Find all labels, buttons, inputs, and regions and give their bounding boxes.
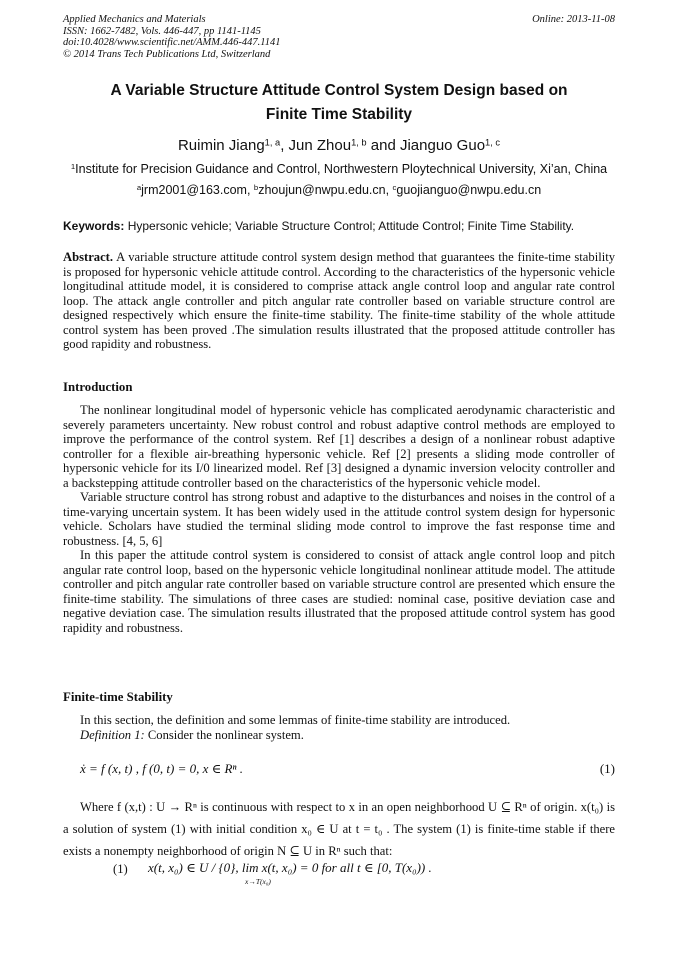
condition-1-number: (1) xyxy=(113,862,128,876)
author-separator: and xyxy=(366,137,400,154)
limit-subscript: x→T(x₀) xyxy=(245,877,271,886)
section-heading-introduction: Introduction xyxy=(63,380,133,394)
equation-1-number: (1) xyxy=(599,761,615,776)
author-separator: , xyxy=(280,137,289,154)
email-mark: b xyxy=(253,183,259,193)
definition-paragraph xyxy=(63,728,615,743)
author-2-mark: 1, b xyxy=(351,137,367,148)
abstract xyxy=(63,250,615,352)
email-c[interactable]: guojianguo@nwpu.edu.cn xyxy=(396,183,542,197)
title-line-2: Finite Time Stability xyxy=(265,106,413,123)
journal-header xyxy=(63,14,280,60)
author-1-mark: 1, a xyxy=(264,137,281,148)
copyright-line: © 2014 Trans Tech Publications Ltd, Switzerland xyxy=(63,48,271,60)
author-3-mark: 1, c xyxy=(485,137,501,148)
online-date: Online: 2013-11-08 xyxy=(532,14,615,25)
keywords xyxy=(63,219,615,233)
journal-name: Applied Mechanics and Materials xyxy=(63,14,206,25)
author-emails xyxy=(63,183,615,197)
equation-1 xyxy=(63,761,615,777)
affiliation-mark: 1 xyxy=(70,162,76,172)
finite-time-body xyxy=(63,713,615,742)
paragraph: Variable structure control has strong robust and adaptive to the disturbances and noises in the control of a time-varying uncertain system. It has been widely used in the attitude control system design for hypersonic vehicle. Scholars have studied the terminal sliding mode control to improve the fast response time and robustness. [4, 5, 6] xyxy=(63,490,615,548)
email-mark: c xyxy=(392,183,397,193)
author-3: Jianguo Guo xyxy=(399,137,486,154)
definition-text: Consider the nonlinear system. xyxy=(144,727,304,742)
email-mark: a xyxy=(136,183,142,193)
introduction-body xyxy=(63,403,615,635)
condition-1-body: x(t, x₀) ∈ U / {0}, lim x(t, x₀) = 0 for all t ∈ [0, T(x₀)) . xyxy=(148,860,432,875)
paragraph: Where f (x,t) : U → Rⁿ is continuous with respect to x in an open neighborhood U ⊆ Rⁿ of origin. x(t₀) is a solution of system (1) with initial condition x₀ ∈ U at t = t₀ . The system (1) is finite-time stable if there exists a nonempty neighborhood of origin N ⊆ U in Rⁿ such that: xyxy=(63,800,615,858)
definition-label: Definition 1: xyxy=(80,727,145,742)
condition-1 xyxy=(148,860,432,876)
abstract-text: A variable structure attitude control system design method that guarantees the finite-time stability is proposed for hypersonic vehicle attitude control. According to the characteristics of the hypersonic vehicle longitudinal attitude model, it is considered to comprise attack angle control loop and angular rate control loop. The attack angle controller and pitch angular rate controller based on variable structure control are designed respectively which ensure the finite-time stability. The finite-time stability of the whole attitude control system has been proved .The simulation results illustrated that the proposed attitude controller has good rapidity and robustness. xyxy=(63,250,615,351)
keywords-label: Keywords: xyxy=(63,219,125,233)
abstract-label: Abstract. xyxy=(63,250,114,264)
where-paragraph xyxy=(63,796,615,862)
author-2: Jun Zhou xyxy=(288,137,352,154)
author-list xyxy=(63,137,615,154)
paragraph: The nonlinear longitudinal model of hypersonic vehicle has complicated aerodynamic characteristic and severely parameters uncertainty. New robust control and robust adaptive control methods are employed to improve the performance of the control system. Ref [1] describes a design of a nonlinear robust adaptive controller for a flexible air-breathing hypersonic vehicle. Ref [2] presents a sliding mode controller of hypersonic vehicle for its I/0 linearized model. Ref [3] designed a dynamic inversion velocity controller and a backstepping attitude controller based on the characteristics of the hypersonic vehicle model. xyxy=(63,403,615,490)
section-heading-finite-time-stability: Finite-time Stability xyxy=(63,690,173,704)
doi-line: doi:10.4028/www.scientific.net/AMM.446-447.1141 xyxy=(63,37,281,48)
issn-line: ISSN: 1662-7482, Vols. 446-447, pp 1141-1145 xyxy=(63,25,261,37)
email-a[interactable]: jrm2001@163.com, xyxy=(141,183,254,197)
keywords-text: Hypersonic vehicle; Variable Structure Control; Attitude Control; Finite Time Stability. xyxy=(124,219,575,233)
equation-1-body: ẋ = f (x, t) , f (0, t) = 0, x ∈ Rⁿ . xyxy=(80,761,244,776)
affiliation-text: Institute for Precision Guidance and Control, Northwestern Ploytechnical University, Xi’an, China xyxy=(75,162,608,176)
title-line-1: A Variable Structure Attitude Control System Design based on xyxy=(110,82,568,99)
email-b[interactable]: zhoujun@nwpu.edu.cn, xyxy=(258,183,393,197)
author-1: Ruimin Jiang xyxy=(177,137,265,154)
paper-title xyxy=(63,79,615,127)
paragraph: In this paper the attitude control system is considered to consist of attack angle control loop and pitch angular rate control loop, based on the hypersonic vehicle longitudinal nonlinear attitude model. The attitude controller and pitch angular rate controller based on variable structure control are presented which ensure the finite-time stability. The simulations of three cases are studied: nominal case, positive deviation case and negative deviation case. The simulation results illustrated that the proposed attitude control system has good rapidity and robustness. xyxy=(63,548,615,635)
affiliation xyxy=(63,162,615,176)
paragraph: In this section, the definition and some lemmas of finite-time stability are introduced. xyxy=(80,713,511,727)
